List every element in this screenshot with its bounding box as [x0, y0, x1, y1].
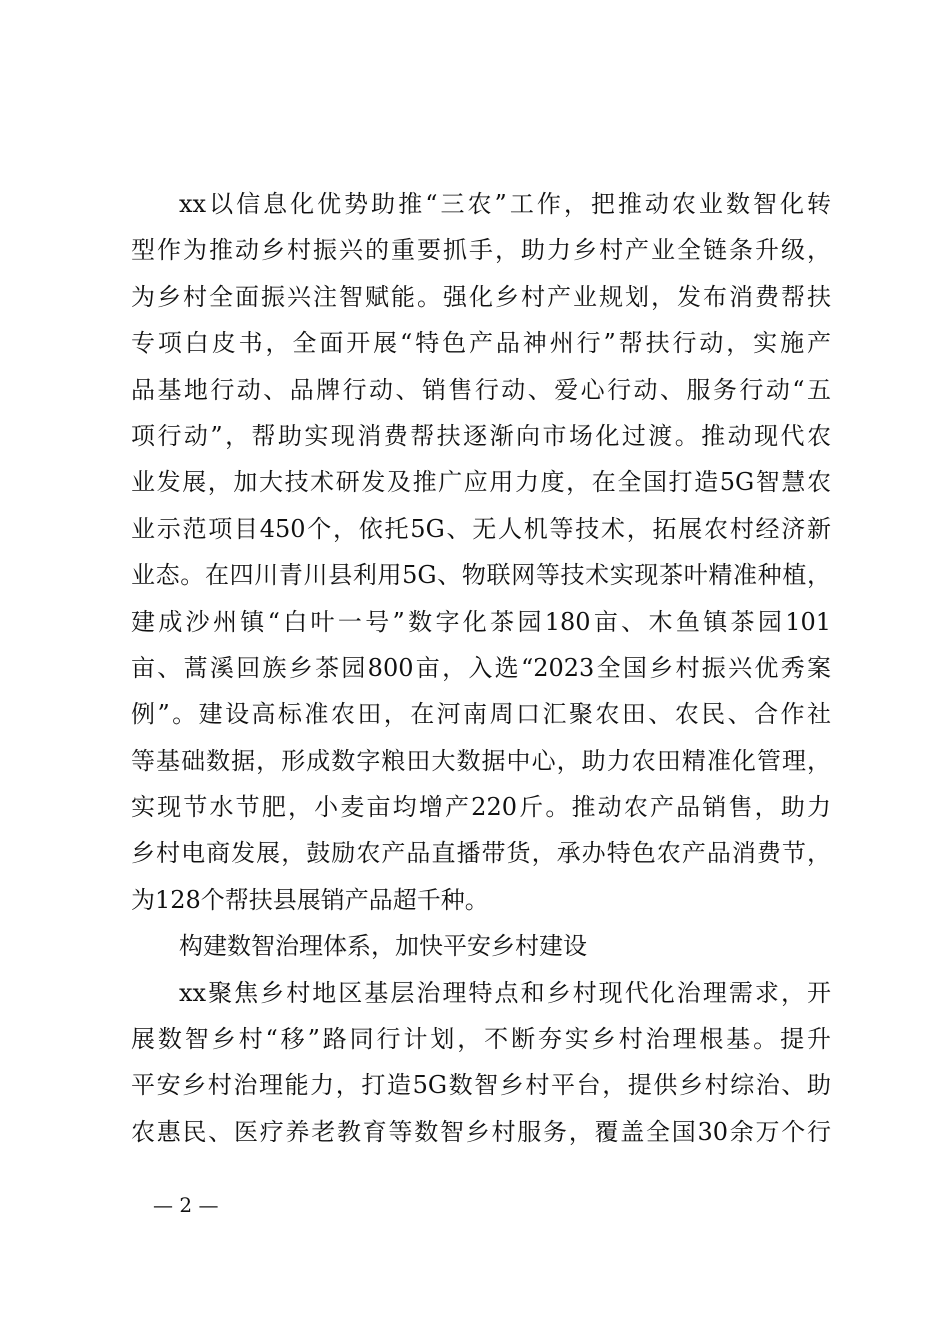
paragraph-2-line-3: 平安乡村治理能力，打造5G数智乡村平台，提供乡村综治、助 [131, 1071, 831, 1100]
paragraph-1-line-11: 亩、蒿溪回族乡茶园800亩，入选“2023全国乡村振兴优秀案 [131, 653, 831, 682]
paragraph-1-line-1: xx以信息化优势助推“三农”工作，把推动农业数智化转 [179, 190, 831, 218]
paragraph-1-line-4: 专项白皮书，全面开展“特色产品神州行”帮扶行动，实施产 [131, 329, 831, 358]
body-text [131, 181, 831, 1155]
paragraph-1-line-3: 为乡村全面振兴注智赋能。强化乡村产业规划，发布消费帮扶 [131, 282, 831, 311]
section-heading: 构建数智治理体系，加快平安乡村建设 [179, 932, 587, 961]
paragraph-1-line-16: 为128个帮扶县展销产品超千种。 [131, 885, 489, 914]
paragraph-2-line-2: 展数智乡村“移”路同行计划，不断夯实乡村治理根基。提升 [131, 1025, 831, 1054]
paragraph-2-line-4: 农惠民、医疗养老教育等数智乡村服务，覆盖全国30余万个行 [131, 1117, 831, 1146]
paragraph-1-line-8: 业示范项目450个，依托5G、无人机等技术，拓展农村经济新 [131, 514, 831, 543]
paragraph-1-line-14: 实现节水节肥，小麦亩均增产220斤。推动农产品销售，助力 [131, 793, 831, 822]
paragraph-1-line-10: 建成沙州镇“白叶一号”数字化茶园180亩、木鱼镇茶园101 [131, 607, 831, 636]
page-number: — 2 — [153, 1193, 219, 1217]
paragraph-1-line-2: 型作为推动乡村振兴的重要抓手，助力乡村产业全链条升级， [131, 236, 831, 265]
paragraph-1-line-12: 例”。建设高标准农田，在河南周口汇聚农田、农民、合作社 [131, 700, 831, 729]
paragraph-1-line-15: 乡村电商发展，鼓励农产品直播带货，承办特色农产品消费节， [131, 839, 831, 868]
paragraph-1-line-5: 品基地行动、品牌行动、销售行动、爱心行动、服务行动“五 [131, 375, 831, 404]
paragraph-1-line-9: 业态。在四川青川县利用5G、物联网等技术实现茶叶精准种植， [131, 561, 831, 590]
paragraph-1-line-13: 等基础数据，形成数字粮田大数据中心，助力农田精准化管理， [131, 746, 831, 775]
paragraph-1-line-7: 业发展，加大技术研发及推广应用力度，在全国打造5G智慧农 [131, 468, 831, 497]
paragraph-1-line-6: 项行动”，帮助实现消费帮扶逐渐向市场化过渡。推动现代农 [131, 421, 831, 450]
paragraph-2-line-1: xx聚焦乡村地区基层治理特点和乡村现代化治理需求，开 [179, 978, 831, 1007]
